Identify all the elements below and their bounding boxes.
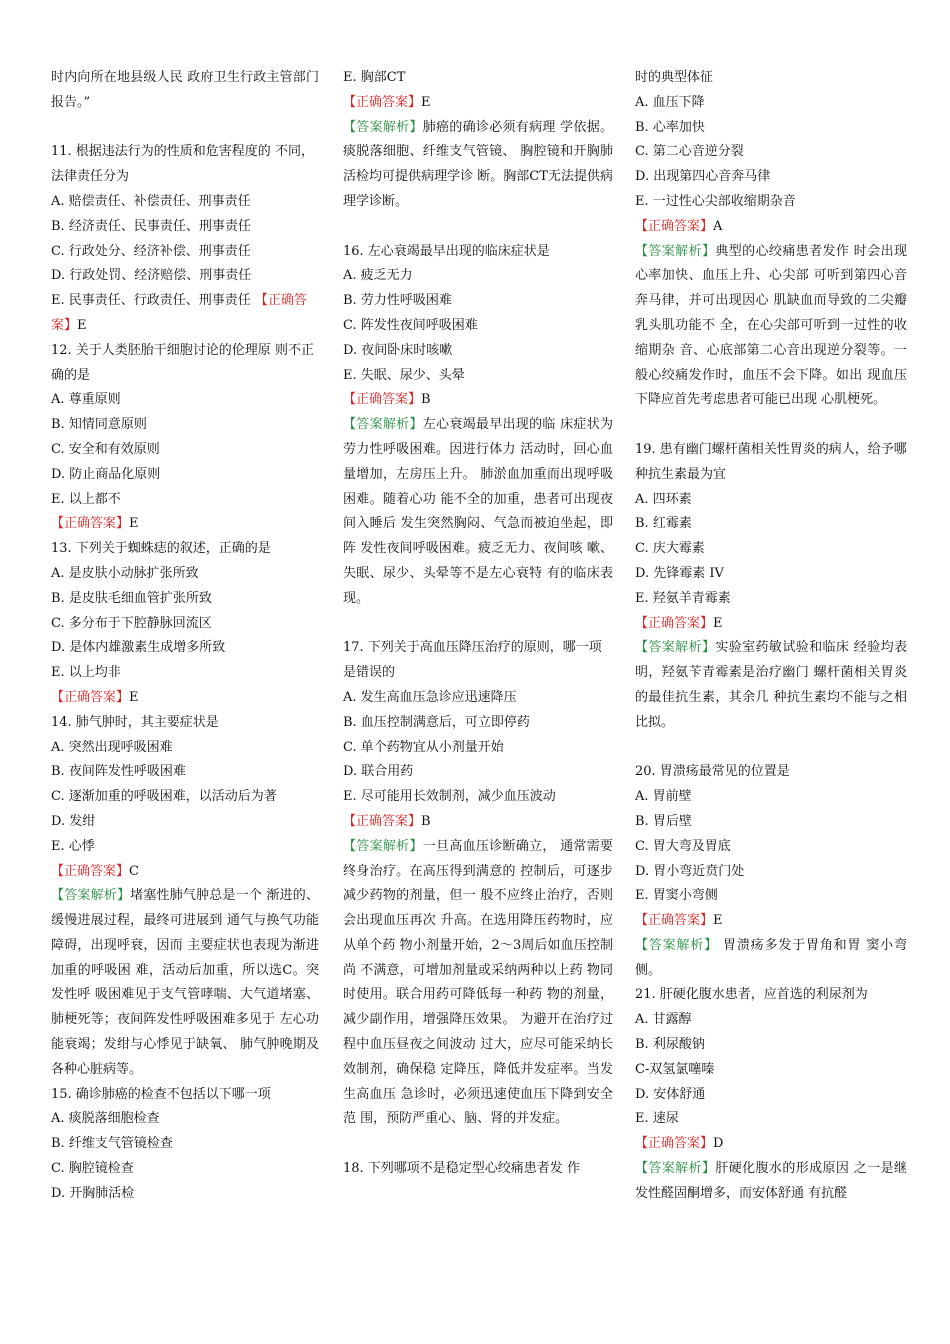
- q19-explanation: [635, 636, 907, 735]
- q16-explanation-text: 左心衰竭最早出现的临 床症状为劳力性呼吸困难。因进行体力 活动时，回心血量增加，左房压上升。 肺淤血加重而出现呼吸困难。随着心功 能不全的加重，患者可出现夜间入睡后 发生突然胸闷、气急而被迫坐起，即阵 发性夜间呼吸困难。疲乏无力、夜间咳 嗽、失眠、尿少、头晕等不是左心衰特 有的临床表现。: [343, 417, 613, 606]
- q20-answer-line: [635, 909, 907, 934]
- q13-stem: 13. 下列关于蜘蛛痣的叙述，正确的是: [51, 541, 271, 557]
- q19-answer-label: 【正确答案】: [635, 615, 714, 631]
- q20-option-e: E. 胃窦小弯侧: [635, 888, 718, 904]
- q13-option-e: E. 以上均非: [51, 665, 121, 681]
- q18-stem-continued: 时的典型体征: [635, 70, 714, 85]
- q12-option-b: B. 知情同意原则: [51, 417, 147, 433]
- q19-answer-line: [635, 612, 907, 637]
- q21-answer-label: 【正确答案】: [635, 1136, 714, 1152]
- q15-option-a: A. 痰脱落细胞检查: [51, 1111, 160, 1127]
- q15-option-b: B. 纤维支气管镜检查: [51, 1136, 173, 1152]
- q12-option-d: D. 防止商品化原则: [51, 466, 161, 482]
- q19-explanation-text: 实验室药敏试验和临床 经验均表明，羟氨苄青霉素是治疗幽门 螺杆菌相关胃炎的最佳抗生素，其余几 种抗生素均不能与之相比拟。: [635, 640, 907, 730]
- q21-explanation: [635, 1157, 907, 1207]
- q16-explanation-label: 【答案解析】: [343, 417, 423, 433]
- q13-answer: E: [129, 689, 139, 705]
- q12-answer-line: [51, 512, 319, 537]
- q20-answer: E: [713, 913, 723, 929]
- q16-option-b: B. 劳力性呼吸困难: [343, 293, 452, 309]
- q15-explanation: [343, 116, 613, 215]
- q15-option-e: E. 胸部CT: [343, 70, 406, 85]
- q18-option-c: C. 第二心音逆分裂: [635, 144, 744, 160]
- q18-option-d: D. 出现第四心音奔马律: [635, 169, 771, 185]
- q20-option-c: C. 胃大弯及胃底: [635, 838, 731, 854]
- q21-stem: 21. 肝硬化腹水患者，应首选的利尿剂为: [635, 987, 868, 1003]
- q13-option-b: B. 是皮肤毛细血管扩张所致: [51, 590, 212, 606]
- q20-option-a: A. 胃前壁: [635, 789, 692, 805]
- q16-answer-label: 【正确答案】: [343, 392, 422, 408]
- column-1: [51, 66, 319, 1207]
- q19-explanation-label: 【答案解析】: [635, 640, 716, 656]
- q15-answer: E: [421, 94, 431, 110]
- q11-option-e-with-answer: [51, 289, 319, 339]
- q11-answer: E: [77, 317, 87, 333]
- q19-option-a: A. 四环素: [635, 491, 692, 507]
- q20-explanation-label: 【答案解析】: [635, 937, 719, 953]
- q16-option-a: A. 疲乏无力: [343, 268, 413, 284]
- q21-option-c: C-双氢氯噻嗪: [635, 1061, 715, 1077]
- q15-explanation-text: 肺癌的确诊必须有病理 学依据。痰脱落细胞、纤维支气管镜、 胸腔镜和开胸肺活检均可提供病理学诊 断。胸部CT无法提供病理学诊断。: [343, 119, 613, 209]
- q15-option-d: D. 开胸肺活检: [51, 1185, 135, 1201]
- q19-option-b: B. 红霉素: [635, 516, 692, 532]
- q11-option-c: C. 行政处分、经济补偿、刑事责任: [51, 243, 251, 259]
- q21-explanation-text: 肝硬化腹水的形成原因 之一是继发性醛固酮增多，而安体舒通 有抗醛: [635, 1161, 907, 1201]
- q20-answer-label: 【正确答案】: [635, 913, 714, 929]
- q18-answer: A: [713, 218, 723, 234]
- q21-option-d: D. 安体舒通: [635, 1086, 706, 1102]
- q18-answer-line: [635, 215, 907, 240]
- q11-option-e: E. 民事责任、行政责任、刑事责任: [51, 293, 255, 309]
- q18-explanation-label: 【答案解析】: [635, 243, 716, 259]
- q12-option-c: C. 安全和有效原则: [51, 441, 160, 457]
- q13-option-d: D. 是体内雄激素生成增多所致: [51, 640, 226, 656]
- q14-answer-label: 【正确答案】: [51, 863, 130, 879]
- q14-explanation-label: 【答案解析】: [51, 888, 131, 904]
- q15-answer-label: 【正确答案】: [343, 94, 422, 110]
- q17-option-b: B. 血压控制满意后，可立即停药: [343, 714, 530, 730]
- q20-explanation: [635, 934, 907, 984]
- q11-option-a: A. 赔偿责任、补偿责任、刑事责任: [51, 193, 251, 209]
- q18-option-b: B. 心率加快: [635, 119, 705, 135]
- q12-answer: E: [129, 516, 139, 532]
- q17-stem: 17. 下列关于高血压降压治疗的原则，哪一项是错误的: [343, 640, 602, 681]
- column-2: [343, 66, 613, 1182]
- q14-option-c: C. 逐渐加重的呼吸困难，以活动后为著: [51, 789, 277, 805]
- q14-option-e: E. 心悸: [51, 838, 95, 854]
- q12-option-a: A. 尊重原则: [51, 392, 121, 408]
- intro-text: 时内向所在地县级人民 政府卫生行政主管部门报告。”: [51, 70, 319, 110]
- q14-answer-line: [51, 860, 319, 885]
- q20-stem: 20. 胃溃疡最常见的位置是: [635, 764, 790, 780]
- q13-option-a: A. 是皮肤小动脉扩张所致: [51, 565, 199, 581]
- q18-answer-label: 【正确答案】: [635, 218, 714, 234]
- q14-option-b: B. 夜间阵发性呼吸困难: [51, 764, 186, 780]
- q15-stem: 15. 确诊肺癌的检查不包括以下哪一项: [51, 1086, 271, 1102]
- q14-explanation-text: 堵塞性肺气肿总是一个 渐进的、缓慢进展过程，最终可进展到 通气与换气功能障碍，出现呼衰，因而 主要症状也表现为渐进加重的呼吸困 难，活动后加重，所以选C。突发性呼 吸困难见于支气管哮喘、大气道堵塞、 肺梗死等；夜间阵发性呼吸困难多见于 左心功能衰竭；发绀与心悸见于缺氧、 肺气肿晚期及各种心脏病等。: [51, 888, 319, 1077]
- q12-option-e: E. 以上都不: [51, 491, 121, 507]
- q14-stem: 14. 肺气肿时，其主要症状是: [51, 714, 219, 730]
- column-3: [635, 66, 907, 1207]
- q14-explanation: [51, 884, 319, 1082]
- q17-option-d: D. 联合用药: [343, 764, 414, 780]
- q14-answer: C: [129, 863, 139, 879]
- q21-option-e: E. 速尿: [635, 1111, 679, 1127]
- q19-option-c: C. 庆大霉素: [635, 541, 705, 557]
- q11-option-b: B. 经济责任、民事责任、刑事责任: [51, 218, 251, 234]
- q17-explanation-label: 【答案解析】: [343, 838, 423, 854]
- q17-option-c: C. 单个药物宜从小剂量开始: [343, 739, 504, 755]
- q17-explanation-text: 一旦高血压诊断确立， 通常需要终身治疗。在高压得到满意的 控制后，可逐步减少药物的剂量，但一 般不应终止治疗，否则会出现血压再次 升高。在选用降压药物时，应从单个药 物小剂量开始，2〜3周后如血压控制尚 不满意，可增加剂量或采纳两种以上药 物同时使用。联合用药可降低每一种药 物的剂量，减少副作用，增强降压效果。 为避开在治疗过程中血压昼夜之间波动 过大，应尽可能采纳长效制剂，确保稳 定降压，降低并发症率。当发生高血压 急诊时，必须迅速使血压下降到安全范 围，预防严重心、脑、肾的并发症。: [343, 838, 613, 1127]
- q20-explanation-text: 胃溃疡多发于胃角和胃 窦小弯侧。: [635, 937, 907, 978]
- q18-stem: 18. 下列哪项不是稳定型心绞痛患者发 作: [343, 1161, 580, 1177]
- q21-option-b: B. 利尿酸钠: [635, 1037, 705, 1053]
- q13-answer-label: 【正确答案】: [51, 689, 130, 705]
- q17-answer-label: 【正确答案】: [343, 813, 422, 829]
- q14-option-d: D. 发绀: [51, 813, 96, 829]
- q20-option-d: D. 胃小弯近贲门处: [635, 863, 745, 879]
- q19-option-e: E. 羟氨羊青霉素: [635, 590, 731, 606]
- q17-option-a: A. 发生高血压急诊应迅速降压: [343, 689, 517, 705]
- q19-option-d: D. 先锋霉素 IV: [635, 565, 724, 581]
- q14-option-a: A. 突然出现呼吸困难: [51, 739, 173, 755]
- q16-answer-line: [343, 388, 613, 413]
- q18-explanation-text: 典型的心绞痛患者发作 时会出现心率加快、血压上升、心尖部 可听到第四心音奔马律，并可出现因心 肌缺血而导致的二尖瓣乳头肌功能不 全，在心尖部可听到一过性的收缩期杂 音、心底部第二心音出现逆分裂等。一 般心绞痛发作时，血压不会下降。如出 现血压下降应首先考虑患者可能已出现 心肌梗死。: [635, 243, 907, 408]
- q19-answer: E: [713, 615, 723, 631]
- q16-explanation: [343, 413, 613, 611]
- q11-stem: 11. 根据违法行为的性质和危害程度的 不同，法律责任分为: [51, 144, 314, 185]
- q15-option-c: C. 胸腔镜检查: [51, 1161, 134, 1177]
- q17-explanation: [343, 835, 613, 1133]
- q13-option-c: C. 多分布于下腔静脉回流区: [51, 615, 212, 631]
- q21-explanation-label: 【答案解析】: [635, 1161, 716, 1177]
- q16-option-d: D. 夜间卧床时咳嗽: [343, 342, 453, 358]
- q17-answer-line: [343, 810, 613, 835]
- q18-option-a: A. 血压下降: [635, 94, 705, 110]
- q16-answer: B: [421, 392, 431, 408]
- q21-option-a: A. 甘露醇: [635, 1012, 692, 1028]
- q13-answer-line: [51, 686, 319, 711]
- q21-answer: D: [713, 1136, 724, 1152]
- q15-explanation-label: 【答案解析】: [343, 119, 423, 135]
- q18-explanation: [635, 240, 907, 414]
- q19-stem: 19. 患有幽门螺杆菌相关性胃炎的病人，给予哪种抗生素最为宜: [635, 441, 907, 482]
- q11-answer-label: 【正确答案】: [51, 293, 307, 333]
- q11-option-d: D. 行政处罚、经济赔偿、刑事责任: [51, 268, 252, 284]
- q12-answer-label: 【正确答案】: [51, 516, 130, 532]
- q16-option-c: C. 阵发性夜间呼吸困难: [343, 317, 478, 333]
- q17-option-e: E. 尽可能用长效制剂，减少血压波动: [343, 789, 556, 805]
- q21-answer-line: [635, 1132, 907, 1157]
- q16-option-e: E. 失眠、尿少、头晕: [343, 367, 465, 383]
- q16-stem: 16. 左心衰竭最早出现的临床症状是: [343, 243, 550, 259]
- q20-option-b: B. 胃后壁: [635, 813, 692, 829]
- q17-answer: B: [421, 813, 431, 829]
- q15-answer-line: [343, 91, 613, 116]
- q18-option-e: E. 一过性心尖部收缩期杂音: [635, 193, 796, 209]
- q12-stem: 12. 关于人类胚胎干细胞讨论的伦理原 则不正确的是: [51, 342, 314, 383]
